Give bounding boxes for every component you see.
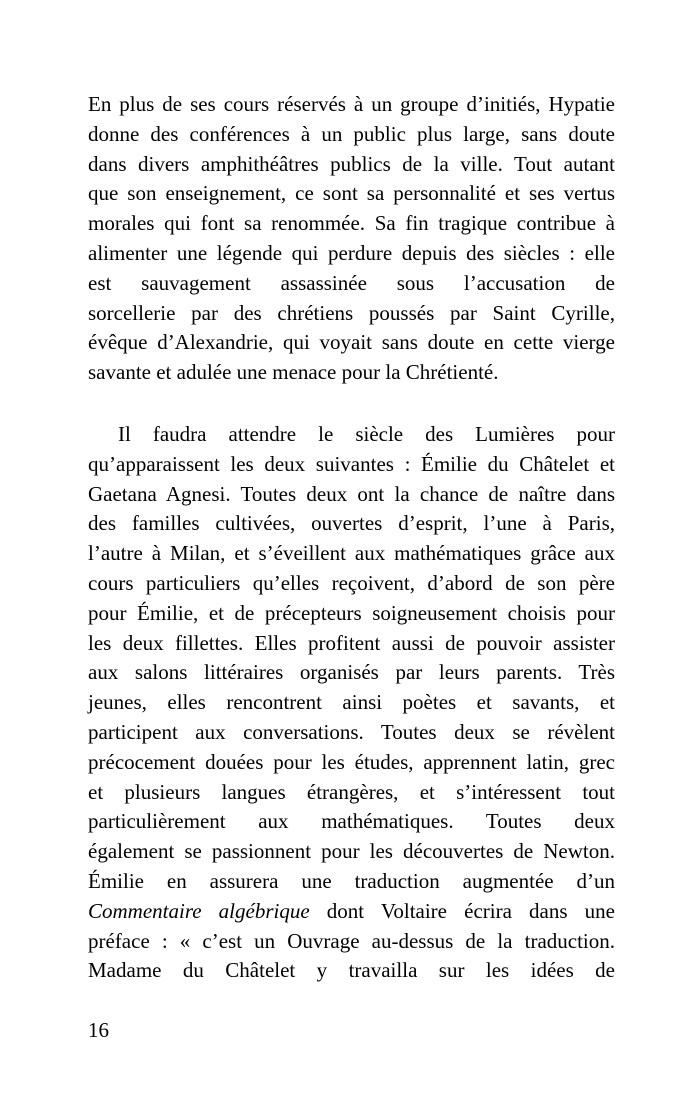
text-line: Madame du Châtelet y travailla sur les idées de — [88, 958, 615, 983]
text-line: En plus de ses cours réservés à un groupe d’initiés, Hypatie — [88, 92, 615, 116]
text-line: Gaetana Agnesi. Toutes deux ont la chance de naître dans — [88, 481, 615, 506]
text-line: savante et adulée une menace pour la Chrétienté. — [88, 360, 499, 385]
paragraph-hypatie — [88, 90, 615, 388]
text-line: évêque d’Alexandrie, qui voyait sans doute en cette vierge — [88, 330, 615, 355]
text-line: est sauvagement assassinée sous l’accusation de — [88, 270, 615, 295]
text-line: sorcellerie par des chrétiens poussés par Saint Cyrille, — [88, 300, 615, 325]
text-line: des familles cultivées, ouvertes d’esprit, l’une à Paris, — [88, 511, 615, 536]
text-line: les deux fillettes. Elles profitent aussi de pouvoir assister — [88, 630, 615, 655]
text-line: qu’apparaissent les deux suivantes : Émilie du Châtelet et — [88, 451, 615, 476]
text-line: alimenter une légende qui perdure depuis des siècles : elle — [88, 240, 615, 265]
text-line: précocement douées pour les études, apprennent latin, grec — [88, 749, 615, 774]
text-line: donne des conférences à un public plus large, sans doute — [88, 121, 615, 146]
text-line: cours particuliers qu’elles reçoivent, d’abord de son père — [88, 570, 615, 595]
text-line-italic-title — [88, 897, 615, 927]
text-fragment: dont Voltaire écrira dans une — [309, 898, 615, 923]
paragraph-lumieres — [88, 420, 615, 986]
text-line: jeunes, elles rencontrent ainsi poètes et savants, et — [88, 690, 615, 715]
page-number: 16 — [88, 1018, 109, 1042]
text-line: participent aux conversations. Toutes deux se révèlent — [88, 719, 615, 744]
text-line: aux salons littéraires organisés par leurs parents. Très — [88, 660, 615, 685]
text-line: Il faudra attendre le siècle des Lumières pour — [118, 422, 615, 446]
text-line: également se passionnent pour les découvertes de Newton. — [88, 839, 615, 864]
text-line: dans divers amphithéâtres publics de la ville. Tout autant — [88, 151, 615, 176]
text-line: particulièrement aux mathématiques. Toutes deux — [88, 809, 615, 834]
text-line: morales qui font sa renommée. Sa fin tragique contribue à — [88, 211, 615, 236]
text-line: préface : « c’est un Ouvrage au-dessus de la traduction. — [88, 928, 615, 953]
text-line: que son enseignement, ce sont sa personnalité et ses vertus — [88, 181, 615, 206]
italic-title: Commentaire algébrique — [88, 898, 310, 923]
text-line: l’autre à Milan, et s’éveillent aux mathématiques grâce aux — [88, 541, 615, 566]
text-line: et plusieurs langues étrangères, et s’intéressent tout — [88, 779, 615, 804]
text-line: pour Émilie, et de précepteurs soigneusement choisis pour — [88, 600, 615, 625]
text-line: Émilie en assurera une traduction augmentée d’un — [88, 868, 615, 893]
